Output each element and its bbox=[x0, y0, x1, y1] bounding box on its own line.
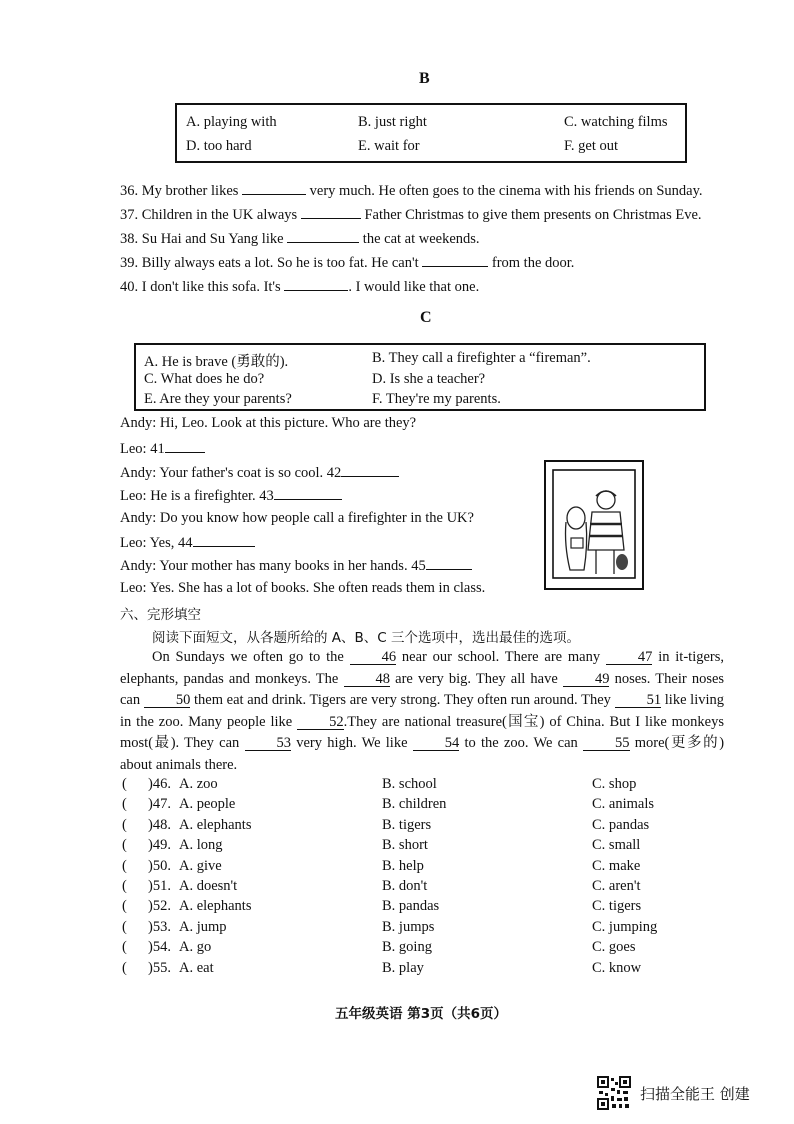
answer-blank[interactable] bbox=[284, 278, 348, 291]
question-text: My brother likes bbox=[141, 183, 239, 199]
choice-row bbox=[120, 817, 740, 837]
blank-47[interactable]: 47 bbox=[606, 650, 653, 665]
section-6-heading: 六、完形填空 bbox=[120, 607, 201, 623]
question-38 bbox=[120, 230, 480, 248]
question-text: . I would like that one. bbox=[348, 279, 480, 295]
question-text: very much. He often goes to the cinema with his friends on Sunday. bbox=[309, 183, 703, 199]
dialogue-text: Leo: He is a firefighter. 43 bbox=[120, 488, 274, 504]
passage-text: them eat and drink. Tigers are very strong. They often run around. They bbox=[194, 692, 611, 708]
answer-paren[interactable]: ( bbox=[122, 918, 127, 935]
passage-text: .They are national treasure(国宝) of China. But I like monkeys most(最). They can bbox=[120, 713, 725, 751]
choice-option-a: A. give bbox=[179, 857, 222, 874]
family-picture-image bbox=[544, 460, 644, 590]
question-number: 38. bbox=[120, 231, 139, 247]
blank-54[interactable]: 54 bbox=[413, 736, 460, 751]
section-c-title: C bbox=[420, 309, 432, 326]
question-37 bbox=[120, 206, 702, 224]
cloze-passage bbox=[120, 647, 724, 776]
page-footer: 五年级英语 第3页（共6页） bbox=[335, 1006, 507, 1022]
answer-paren[interactable]: ( bbox=[122, 959, 127, 976]
answer-blank[interactable] bbox=[422, 254, 488, 267]
dialogue-line-42 bbox=[120, 464, 399, 482]
dialogue-line-45 bbox=[120, 557, 472, 575]
scanner-watermark-text: 扫描全能王 创建 bbox=[640, 1085, 750, 1103]
question-number: 40. bbox=[120, 279, 139, 295]
choice-option-c: C. know bbox=[592, 959, 642, 976]
answer-blank[interactable] bbox=[165, 440, 205, 453]
choice-number: )48. bbox=[148, 816, 171, 833]
choice-option-a: A. elephants bbox=[179, 816, 252, 833]
choice-option-b: B. don't bbox=[382, 878, 428, 894]
blank-50[interactable]: 50 bbox=[144, 693, 191, 708]
choice-row bbox=[120, 837, 740, 857]
dialogue-line-44 bbox=[120, 534, 255, 552]
choice-row bbox=[120, 776, 740, 796]
choice-option-b: B. jumps bbox=[382, 918, 435, 935]
passage-text: very high. We like bbox=[296, 735, 408, 751]
choice-number: )46. bbox=[148, 776, 171, 792]
dialogue-text: Andy: Your father's coat is so cool. 42 bbox=[120, 465, 342, 481]
answer-blank[interactable] bbox=[426, 557, 472, 570]
dialogue-line: Andy: Do you know how people call a firefighter in the UK? bbox=[120, 510, 474, 526]
choice-option-a: A. jump bbox=[179, 918, 227, 935]
passage-text: are very big. They all have bbox=[395, 670, 558, 687]
passage-text: near our school. There are many bbox=[401, 649, 601, 665]
option-b-c: C. watching films bbox=[564, 114, 668, 130]
option-c-a: A. He is brave (勇敢的). bbox=[144, 354, 289, 370]
dialogue-text: Leo: 41 bbox=[120, 441, 165, 457]
choice-row bbox=[120, 960, 740, 980]
answer-blank[interactable] bbox=[341, 464, 399, 477]
dialogue-line-43 bbox=[120, 487, 342, 505]
choice-option-c: C. shop bbox=[592, 776, 637, 792]
blank-51[interactable]: 51 bbox=[615, 693, 662, 708]
choice-row bbox=[120, 919, 740, 939]
answer-blank[interactable] bbox=[242, 182, 306, 195]
question-text: Billy always eats a lot. So he is too fat. He can't bbox=[141, 255, 419, 271]
dialogue-text: Andy: Your mother has many books in her hands. 45 bbox=[120, 558, 426, 574]
choice-number: )55. bbox=[148, 959, 171, 976]
option-b-d: D. too hard bbox=[186, 138, 252, 154]
answer-blank[interactable] bbox=[287, 230, 359, 243]
choice-number: )54. bbox=[148, 939, 171, 956]
answer-paren[interactable]: ( bbox=[122, 898, 127, 915]
dialogue-text: Leo: Yes, 44 bbox=[120, 535, 193, 551]
option-c-b: B. They call a firefighter a “fireman”. bbox=[372, 350, 591, 366]
choice-option-a: A. zoo bbox=[179, 776, 218, 792]
choice-option-c: C. goes bbox=[592, 939, 636, 956]
answer-paren[interactable]: ( bbox=[122, 816, 127, 833]
option-b-f: F. get out bbox=[564, 138, 619, 154]
option-b-e: E. wait for bbox=[358, 138, 420, 154]
answer-paren[interactable]: ( bbox=[122, 776, 127, 792]
passage-text: On Sundays we often go to the bbox=[152, 649, 344, 665]
choice-row bbox=[120, 796, 740, 816]
option-b-b: B. just right bbox=[358, 114, 427, 130]
question-text: I don't like this sofa. It's bbox=[141, 279, 281, 295]
choice-number: )50. bbox=[148, 857, 171, 874]
blank-49[interactable]: 49 bbox=[563, 672, 610, 687]
choice-option-a: A. go bbox=[179, 939, 212, 956]
passage-text: noses. Their noses can bbox=[120, 670, 725, 708]
choice-row bbox=[120, 939, 740, 959]
answer-paren[interactable]: ( bbox=[122, 878, 127, 894]
choice-option-c: C. make bbox=[592, 857, 641, 874]
choice-option-a: A. people bbox=[179, 796, 236, 813]
choice-option-a: A. elephants bbox=[179, 898, 252, 915]
choice-number: )53. bbox=[148, 918, 171, 935]
answer-blank[interactable] bbox=[274, 487, 342, 500]
section-b-title: B bbox=[419, 70, 430, 87]
choice-option-c: C. animals bbox=[592, 796, 655, 813]
question-39 bbox=[120, 254, 574, 272]
choice-option-c: C. jumping bbox=[592, 918, 658, 935]
choice-option-b: B. tigers bbox=[382, 816, 432, 833]
answer-paren[interactable]: ( bbox=[122, 857, 127, 874]
choice-number: )52. bbox=[148, 898, 171, 915]
choice-option-b: B. going bbox=[382, 939, 432, 956]
dialogue-line: Andy: Hi, Leo. Look at this picture. Who are they? bbox=[120, 415, 417, 431]
choice-option-b: B. pandas bbox=[382, 898, 440, 915]
passage-text: to the zoo. We can bbox=[464, 735, 578, 751]
option-c-e: E. Are they your parents? bbox=[144, 391, 292, 407]
passage-text: like living in the zoo. Many people like bbox=[120, 692, 725, 730]
choice-row bbox=[120, 878, 740, 898]
answer-blank[interactable] bbox=[193, 534, 255, 547]
question-number: 36. bbox=[120, 183, 139, 199]
dialogue-line: Leo: Yes. She has a lot of books. She often reads them in class. bbox=[120, 580, 486, 596]
choice-option-b: B. school bbox=[382, 776, 437, 792]
choice-option-b: B. children bbox=[382, 796, 447, 813]
question-text: Su Hai and Su Yang like bbox=[141, 231, 284, 247]
choice-option-b: B. help bbox=[382, 857, 424, 874]
option-b-a: A. playing with bbox=[186, 114, 277, 130]
option-c-f: F. They're my parents. bbox=[372, 391, 501, 407]
option-c-c: C. What does he do? bbox=[144, 371, 265, 387]
choice-option-a: A. eat bbox=[179, 959, 214, 976]
choice-option-a: A. long bbox=[179, 837, 223, 854]
blank-53[interactable]: 53 bbox=[245, 736, 292, 751]
question-number: 39. bbox=[120, 255, 139, 271]
answer-paren[interactable]: ( bbox=[122, 837, 127, 854]
choice-option-c: C. pandas bbox=[592, 816, 650, 833]
choice-number: )49. bbox=[148, 837, 171, 854]
dialogue-line-41 bbox=[120, 440, 205, 458]
question-36 bbox=[120, 182, 703, 200]
question-number: 37. bbox=[120, 207, 139, 223]
choice-row bbox=[120, 898, 740, 918]
choice-option-b: B. short bbox=[382, 837, 428, 854]
blank-48[interactable]: 48 bbox=[344, 672, 391, 687]
question-40 bbox=[120, 278, 479, 296]
choice-option-c: C. small bbox=[592, 837, 641, 854]
choice-number: )47. bbox=[148, 796, 171, 813]
choice-row bbox=[120, 858, 740, 878]
section-c-option-box bbox=[134, 343, 706, 411]
answer-blank[interactable] bbox=[301, 206, 361, 219]
option-c-d: D. Is she a teacher? bbox=[372, 371, 486, 387]
passage-text: more(更多的) about animals there. bbox=[120, 735, 725, 773]
question-text: Father Christmas to give them presents on Christmas Eve. bbox=[364, 207, 702, 223]
question-text: Children in the UK always bbox=[141, 207, 298, 223]
choice-option-c: C. aren't bbox=[592, 878, 641, 894]
answer-paren[interactable]: ( bbox=[122, 796, 127, 813]
qr-code-icon bbox=[597, 1076, 631, 1110]
choice-option-a: A. doesn't bbox=[179, 878, 238, 894]
section-b-option-box bbox=[175, 103, 687, 163]
question-text: the cat at weekends. bbox=[362, 231, 480, 247]
passage-text: in it-tigers, elephants, pandas and monkeys. The bbox=[120, 649, 724, 687]
blank-46[interactable]: 46 bbox=[350, 650, 397, 665]
section-6-instruction: 阅读下面短文，从各题所给的 A、B、C 三个选项中，选出最佳的选项。 bbox=[152, 630, 581, 646]
answer-paren[interactable]: ( bbox=[122, 939, 127, 956]
blank-52[interactable]: 52 bbox=[297, 715, 344, 730]
choice-option-b: B. play bbox=[382, 959, 424, 976]
choice-option-c: C. tigers bbox=[592, 898, 642, 915]
blank-55[interactable]: 55 bbox=[583, 736, 630, 751]
question-text: from the door. bbox=[491, 255, 575, 271]
choice-number: )51. bbox=[148, 878, 171, 894]
